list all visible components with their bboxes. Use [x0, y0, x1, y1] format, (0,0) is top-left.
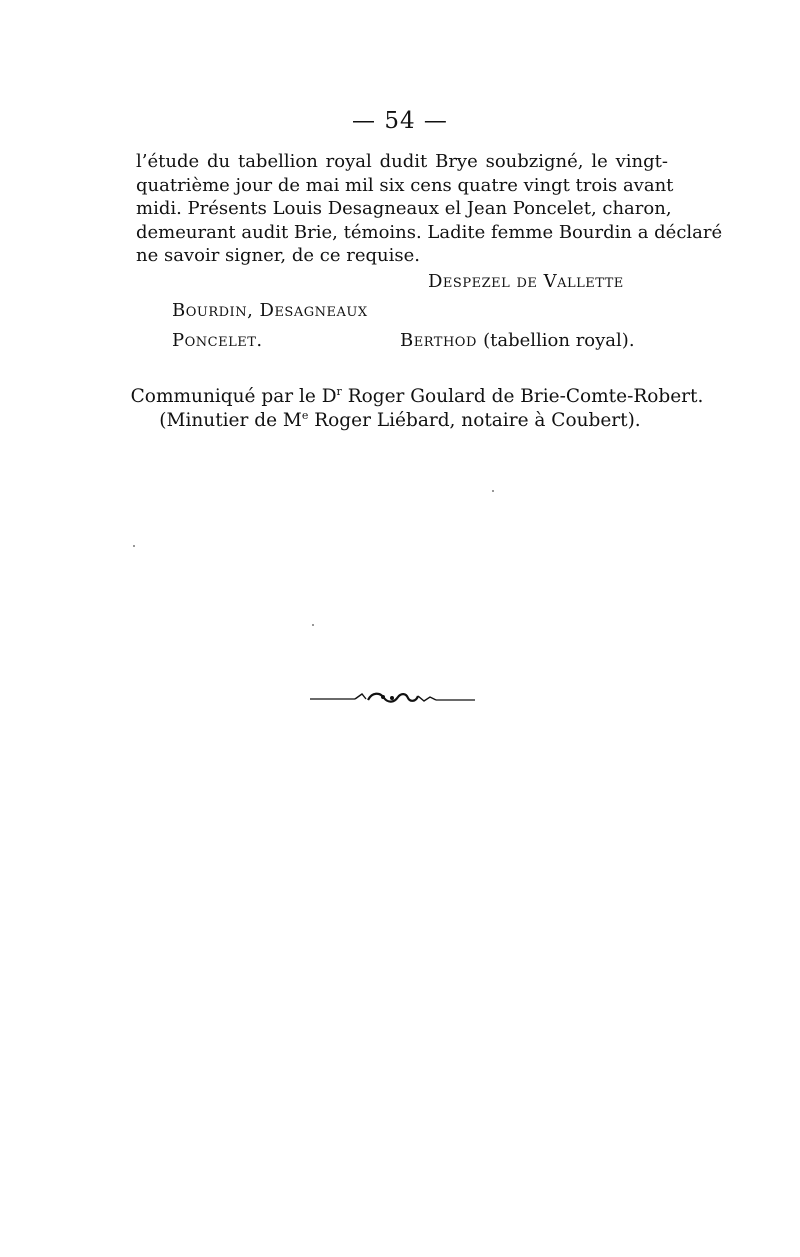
signature-berthod [400, 330, 635, 351]
credit-text: (Minutier de M [159, 410, 302, 431]
credit-superscript: e [301, 409, 309, 422]
signature-poncelet: Poncelet. [172, 330, 263, 351]
body-line: ne savoir signer, de ce requise. [136, 245, 420, 266]
body-line: quatrième jour de mai mil six cens quatre vingt trois avant [136, 174, 674, 196]
credit-text: Roger Liébard, notaire à Coubert). [308, 410, 641, 431]
signature-despezel: Despezel de Vallette [428, 271, 624, 292]
signature-bourdin-desagneaux: Bourdin, Desagneaux [172, 300, 368, 321]
page-number: — 54 — [352, 108, 448, 134]
credit-text: Communiqué par le D [130, 386, 337, 407]
credit-superscript: r [336, 385, 342, 398]
signature-berthod-title: (tabellion royal). [483, 330, 635, 351]
credit-line-communique [34, 385, 800, 407]
credit-text: Roger Goulard de Brie-Comte-Robert. [341, 386, 704, 407]
signature-berthod-name: Berthod [400, 330, 477, 351]
body-line: midi. Présents Louis Desagneaux el Jean Poncelet, charon, [136, 198, 672, 219]
paper-speck [492, 490, 494, 492]
paper-speck [133, 545, 135, 547]
fleuron-divider-icon [300, 688, 480, 708]
paper-speck [312, 624, 314, 626]
body-paragraph [136, 150, 723, 268]
body-line: demeurant audit Brie, témoins. Ladite femme Bourdin a déclaré [136, 221, 723, 243]
credit-line-minutier [0, 409, 800, 431]
body-line: l’étude du tabellion royal dudit Brye soubzigné, le vingt- [136, 151, 668, 172]
